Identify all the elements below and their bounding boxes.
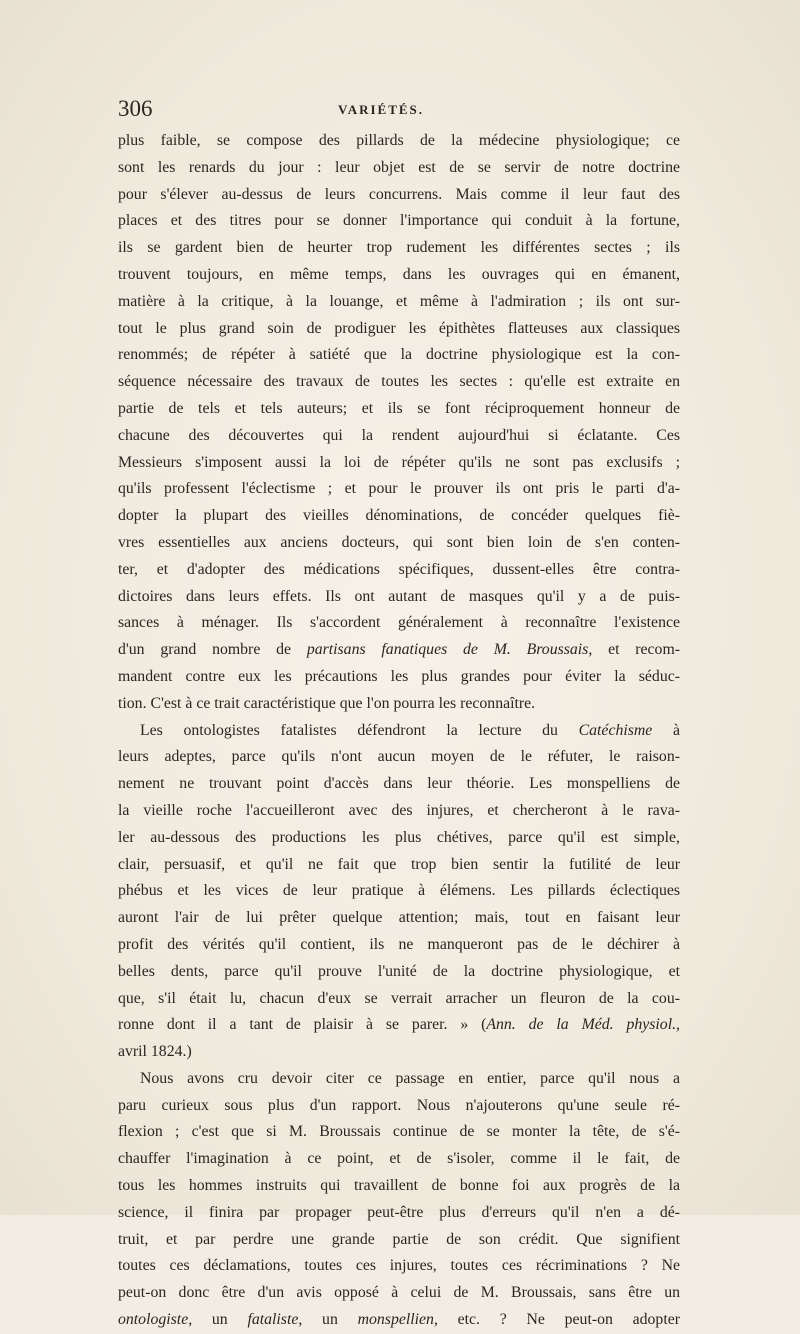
text-line — [118, 584, 680, 611]
text-segment: à — [652, 721, 680, 739]
text-segment: ter, et d'adopter des médications spécifiques, dussent-elles être contra- — [118, 560, 680, 578]
text-segment: flexion ; c'est que si M. Broussais continue de se monter la tête, de s'é- — [118, 1123, 680, 1141]
text-segment: , et recom- — [588, 641, 680, 659]
text-segment: plus faible, se compose des pillards de la médecine physiologique; ce — [118, 132, 680, 149]
text-line — [118, 128, 680, 155]
text-line — [118, 637, 680, 664]
text-segment: d'un grand nombre de — [118, 641, 307, 659]
text-segment: paru curieux sous plus d'un rapport. Nous n'ajouterons qu'une seule ré- — [118, 1096, 680, 1114]
text-line — [118, 718, 680, 745]
text-line — [118, 1173, 680, 1200]
text-segment: tion. C'est à ce trait caractéristique que l'on pourra les reconnaître. — [118, 694, 536, 712]
text-segment: dopter la plupart des vieilles dénominations, de concéder quelques fiè- — [118, 507, 680, 525]
text-segment: chauffer l'imagination à ce point, et de s'isoler, comme il le fait, de — [118, 1150, 680, 1168]
text-line — [118, 1012, 680, 1039]
text-segment: ler au-dessous des productions les plus chétives, parce qu'il est simple, — [118, 828, 680, 846]
text-segment: belles dents, parce qu'il prouve l'unité de la doctrine physiologique, et — [118, 962, 680, 980]
text-segment: la vieille roche l'accueilleront avec des injures, et chercheront à le rava- — [118, 801, 680, 819]
italic-text: fataliste — [247, 1311, 299, 1329]
text-line — [118, 610, 680, 637]
text-line — [118, 155, 680, 182]
text-segment: ils se gardent bien de heurter trop rudement les différentes sectes ; ils — [118, 239, 680, 257]
text-line — [118, 744, 680, 771]
italic-text: ontologiste — [118, 1311, 189, 1329]
text-segment: places et des titres pour se donner l'importance qui conduit à la fortune, — [118, 212, 680, 230]
italic-text: Catéchisme — [578, 721, 653, 739]
text-segment: sances à ménager. Ils s'accordent généralement à reconnaître l'existence — [118, 614, 680, 632]
text-segment: toutes ces déclamations, toutes ces injures, toutes ces récriminations ? Ne — [118, 1257, 680, 1275]
body-text — [118, 128, 680, 1334]
text-line — [118, 476, 680, 503]
text-line — [118, 396, 680, 423]
text-line — [118, 530, 680, 557]
page-header — [118, 96, 678, 126]
text-segment: vres essentielles aux anciens docteurs, qui sont bien loin de s'en conten- — [118, 533, 680, 551]
text-segment: , un — [188, 1311, 248, 1329]
text-line — [118, 342, 680, 369]
text-segment: pour s'élever au-dessus de leurs concurrens. Mais comme il leur faut des — [118, 185, 680, 203]
text-line — [118, 1093, 680, 1120]
text-segment: profit des vérités qu'il contient, ils ne manqueront pas de le déchirer à — [118, 935, 680, 953]
text-segment: ronne dont il a tant de plaisir à se parer. » ( — [118, 1016, 487, 1034]
text-line — [118, 1039, 680, 1066]
text-segment: peut-on donc être d'un avis opposé à celui de M. Broussais, sans être un — [118, 1284, 680, 1302]
text-segment: , — [676, 1016, 680, 1034]
text-line — [118, 503, 680, 530]
text-line — [118, 664, 680, 691]
text-segment: , un — [298, 1311, 358, 1329]
text-line — [118, 316, 680, 343]
text-segment: nement ne trouvant point d'accès dans leur théorie. Les monspelliens de — [118, 775, 680, 793]
text-segment: tout le plus grand soin de prodiguer les épithètes flatteuses aux classiques — [118, 319, 680, 337]
text-line — [118, 1146, 680, 1173]
text-line — [118, 1227, 680, 1254]
text-line — [118, 1307, 680, 1334]
italic-text: Ann. de la Méd. physiol. — [486, 1016, 677, 1034]
running-head: VARIÉTÉS. — [338, 102, 425, 117]
text-line — [118, 1200, 680, 1227]
text-line — [118, 289, 680, 316]
text-segment: Les ontologistes fatalistes défendront la lecture du — [140, 721, 579, 739]
text-segment: sont les renards du jour : leur objet est de se servir de notre doctrine — [118, 158, 680, 176]
text-line — [118, 450, 680, 477]
text-line — [118, 557, 680, 584]
text-segment: tous les hommes instruits qui travaillent de bonne foi aux progrès de la — [118, 1177, 680, 1195]
text-line — [118, 1066, 680, 1093]
text-segment: avril 1824.) — [118, 1043, 192, 1061]
text-segment: séquence nécessaire des travaux de toutes les sectes : qu'elle est extraite en — [118, 373, 680, 391]
text-segment: , etc. ? Ne peut-on adopter — [433, 1311, 680, 1329]
text-segment: qu'ils professent l'éclectisme ; et pour le prouver ils ont pris le parti d'a- — [118, 480, 680, 498]
text-segment: chacune des découvertes qui la rendent aujourd'hui si éclatante. Ces — [118, 426, 680, 444]
text-segment: renommés; de répéter à satiété que la doctrine physiologique est la con- — [118, 346, 680, 364]
text-line — [118, 878, 680, 905]
text-line — [118, 182, 680, 209]
text-line — [118, 423, 680, 450]
text-line — [118, 369, 680, 396]
text-segment: truit, et par perdre une grande partie de son crédit. Que signifient — [118, 1230, 680, 1248]
text-segment: partie de tels et tels auteurs; et ils se font réciproquement honneur de — [118, 399, 680, 417]
text-line — [118, 235, 680, 262]
text-segment: dictoires dans leurs effets. Ils ont autant de masques qu'il y a de puis- — [118, 587, 680, 605]
text-segment: phébus et les vices de leur pratique à élémens. Les pillards éclectiques — [118, 882, 680, 900]
text-line — [118, 798, 680, 825]
text-line — [118, 959, 680, 986]
text-segment: clair, persuasif, et qu'il ne fait que trop bien sentir la futilité de leur — [118, 855, 680, 873]
text-line — [118, 932, 680, 959]
text-segment: leurs adeptes, parce qu'ils n'ont aucun moyen de le réfuter, le raison- — [118, 748, 680, 766]
text-line — [118, 986, 680, 1013]
text-line — [118, 852, 680, 879]
text-line — [118, 1253, 680, 1280]
text-segment: trouvent toujours, en même temps, dans les ouvrages qui en émanent, — [118, 265, 680, 283]
page-number: 306 — [118, 96, 153, 121]
italic-text: partisans fanatiques de M. Broussais — [306, 641, 589, 659]
text-segment: auront l'air de lui prêter quelque attention; mais, tout en faisant leur — [118, 909, 680, 927]
text-line — [118, 1280, 680, 1307]
text-segment: Messieurs s'imposent aussi la loi de répéter qu'ils ne sont pas exclusifs ; — [118, 453, 680, 471]
text-line — [118, 825, 680, 852]
text-segment: Nous avons cru devoir citer ce passage en entier, parce qu'il nous a — [140, 1069, 680, 1087]
text-segment: que, s'il était lu, chacun d'eux se verrait arracher un fleuron de la cou- — [118, 989, 680, 1007]
text-line — [118, 208, 680, 235]
text-segment: matière à la critique, à la louange, et même à l'admiration ; ils ont sur- — [118, 292, 680, 310]
text-line — [118, 905, 680, 932]
text-segment: science, il finira par propager peut-être plus d'erreurs qu'il n'en a dé- — [118, 1203, 680, 1221]
text-segment: mandent contre eux les précautions les plus grandes pour éviter la séduc- — [118, 667, 680, 685]
italic-text: monspellien — [357, 1311, 434, 1329]
text-line — [118, 771, 680, 798]
text-line — [118, 1119, 680, 1146]
text-line — [118, 262, 680, 289]
text-line — [118, 691, 680, 718]
